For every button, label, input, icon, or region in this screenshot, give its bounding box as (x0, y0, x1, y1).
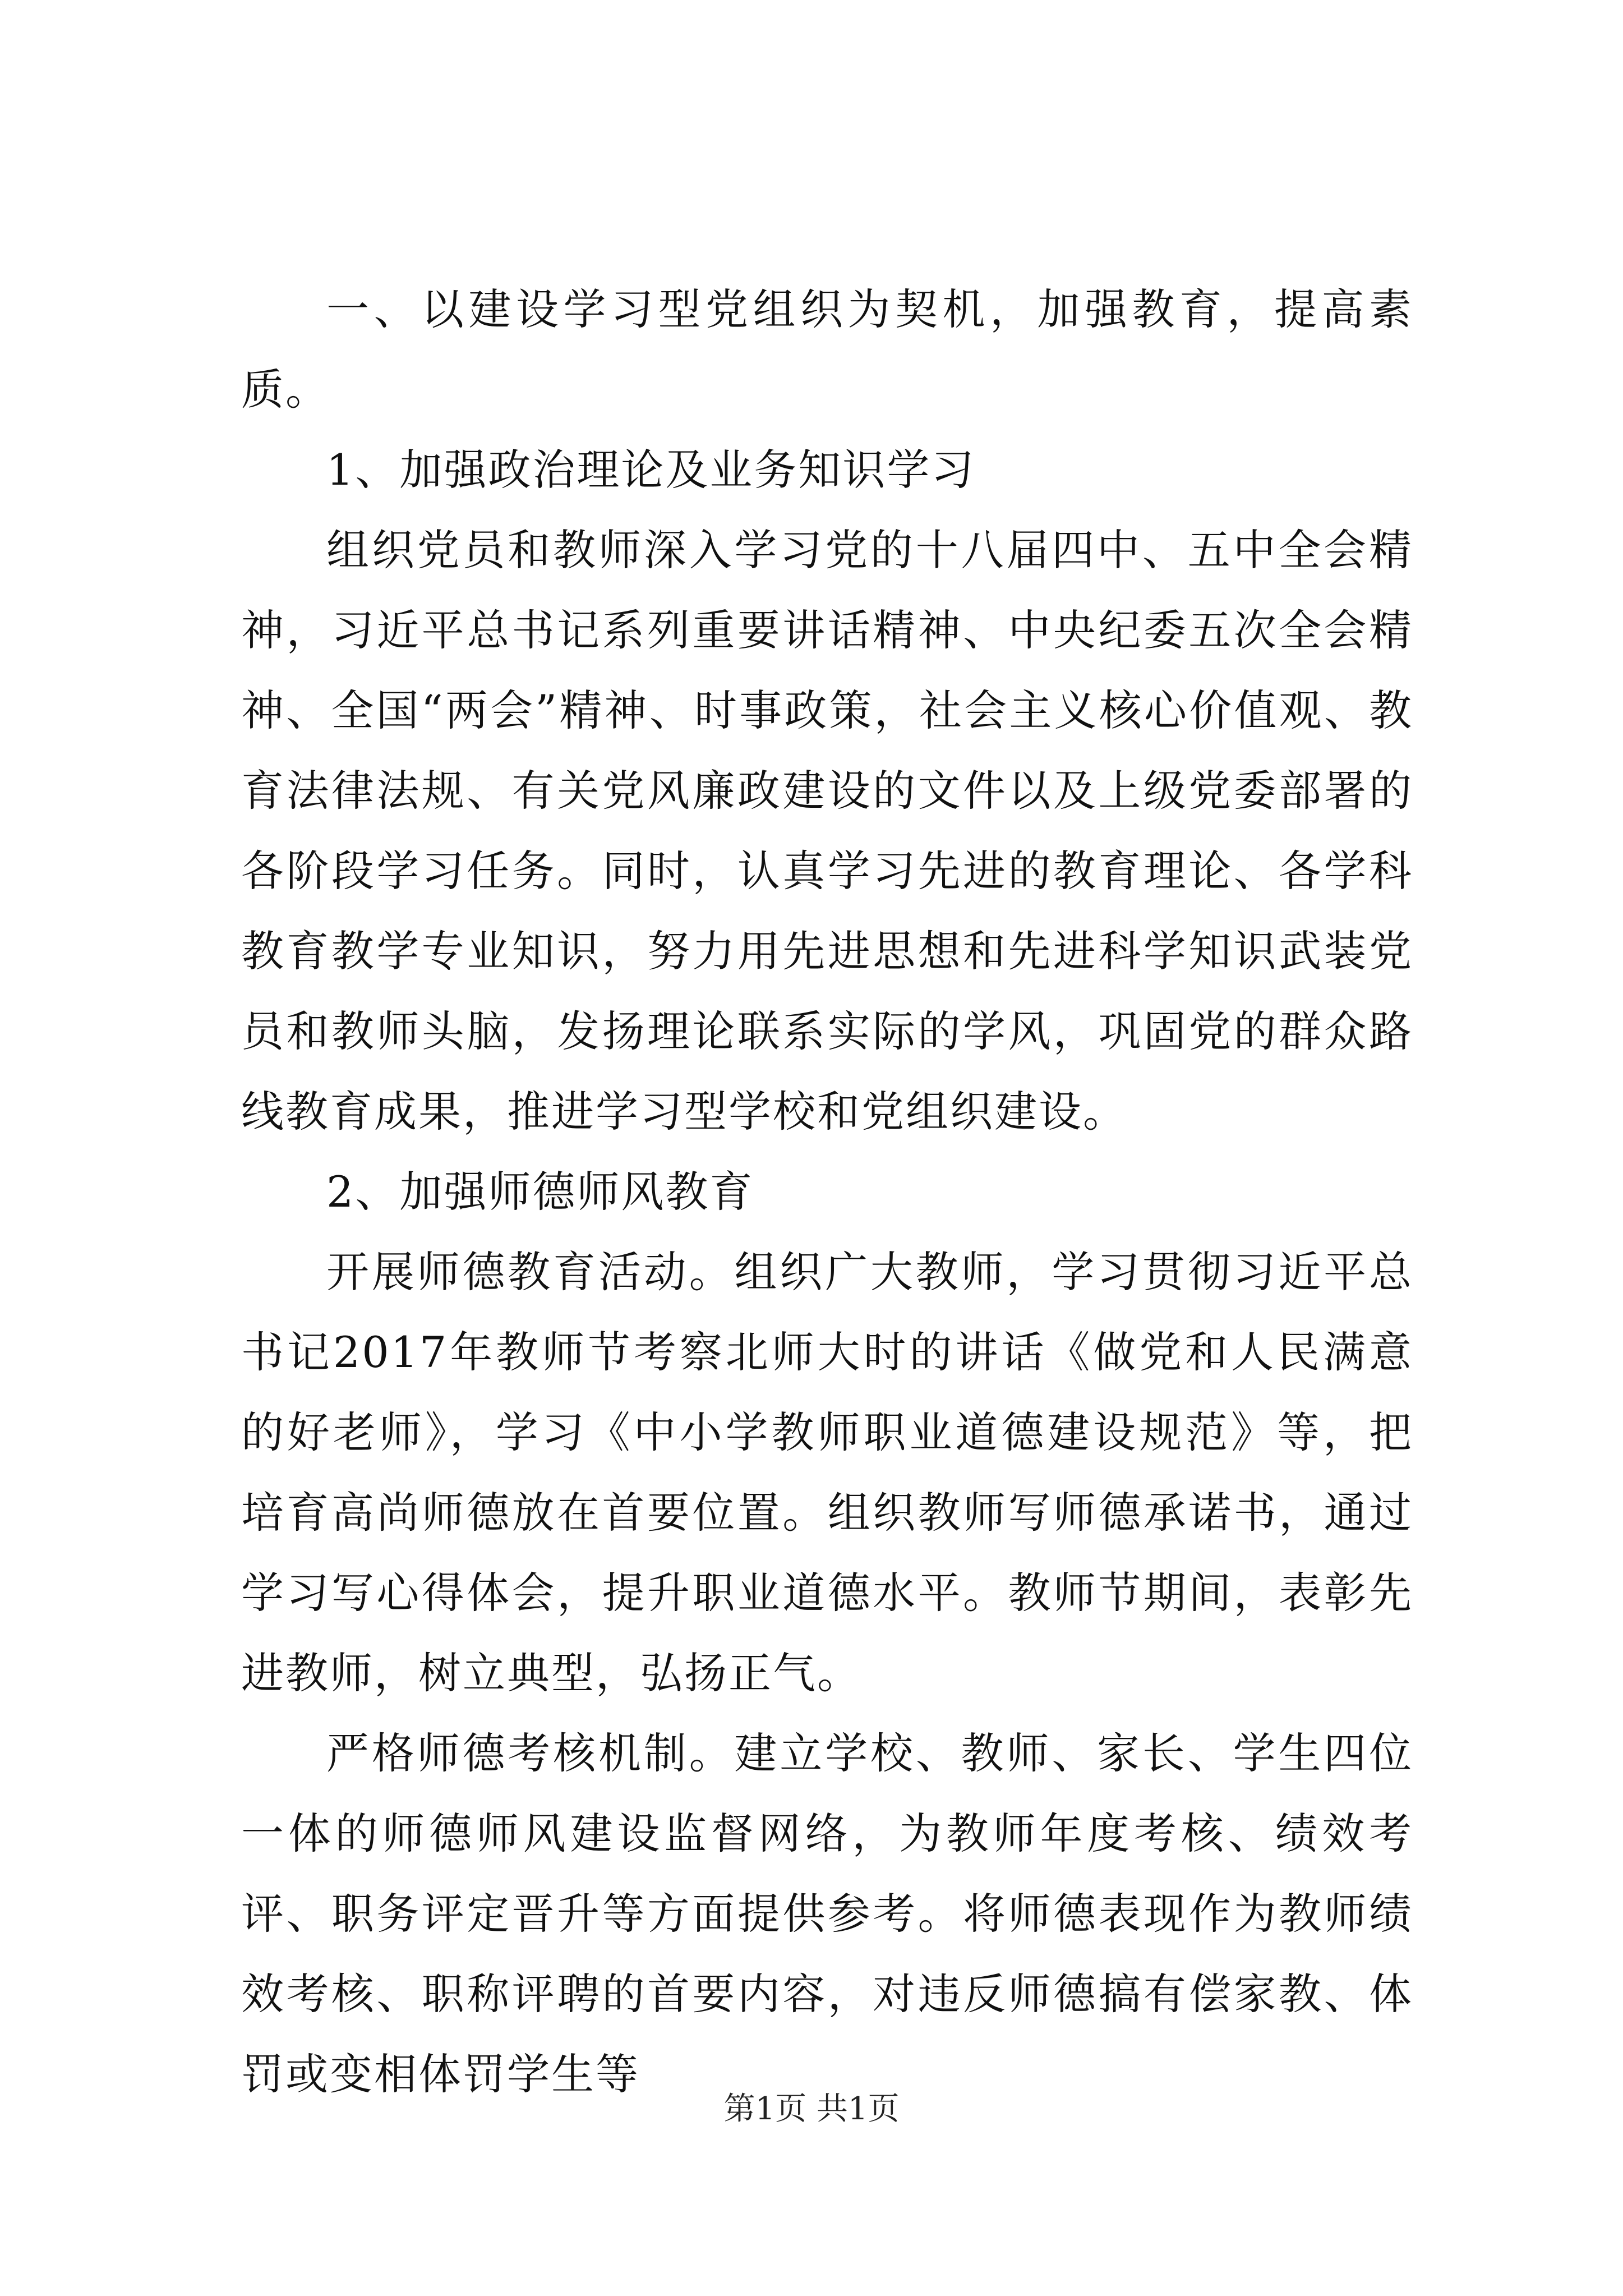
page-footer: 第1页 共1页 (723, 2091, 900, 2127)
document-body (241, 269, 1413, 2114)
body-paragraph: 组织党员和教师深入学习党的十八届四中、五中全会精神，习近平总书记系列重要讲话精神、中央纪委五次全会精神、全国“两会”精神、时事政策，社会主义核心价值观、教育法律法规、有关党风廉政建设的文件以及上级党委部署的各阶段学习任务。同时，认真学习先进的教育理论、各学科教育教学专业知识，努力用先进思想和先进科学知识武装党员和教师头脑，发扬理论联系实际的学风，巩固党的群众路线教育成果，推进学习型学校和党组织建设。 (241, 525, 1413, 1137)
subsection-heading: 1、加强政治理论及业务知识学习 (326, 445, 976, 495)
subsection-heading: 2、加强师德师风教育 (326, 1167, 754, 1217)
section-heading: 一、以建设学习型党组织为契机，加强教育，提高素质。 (241, 284, 1413, 415)
body-paragraph: 严格师德考核机制。建立学校、教师、家长、学生四位一体的师德师风建设监督网络，为教师年度考核、绩效考评、职务评定晋升等方面提供参考。将师德表现作为教师绩效考核、职称评聘的首要内容，对违反师德搞有偿家教、体罚或变相体罚学生等 (241, 1728, 1413, 2099)
body-paragraph: 开展师德教育活动。组织广大教师，学习贯彻习近平总书记2017年教师节考察北师大时的讲话《做党和人民满意的好老师》，学习《中小学教师职业道德建设规范》等，把培育高尚师德放在首要位置。组织教师写师德承诺书，通过学习写心得体会，提升职业道德水平。教师节期间，表彰先进教师，树立典型，弘扬正气。 (241, 1247, 1413, 1698)
